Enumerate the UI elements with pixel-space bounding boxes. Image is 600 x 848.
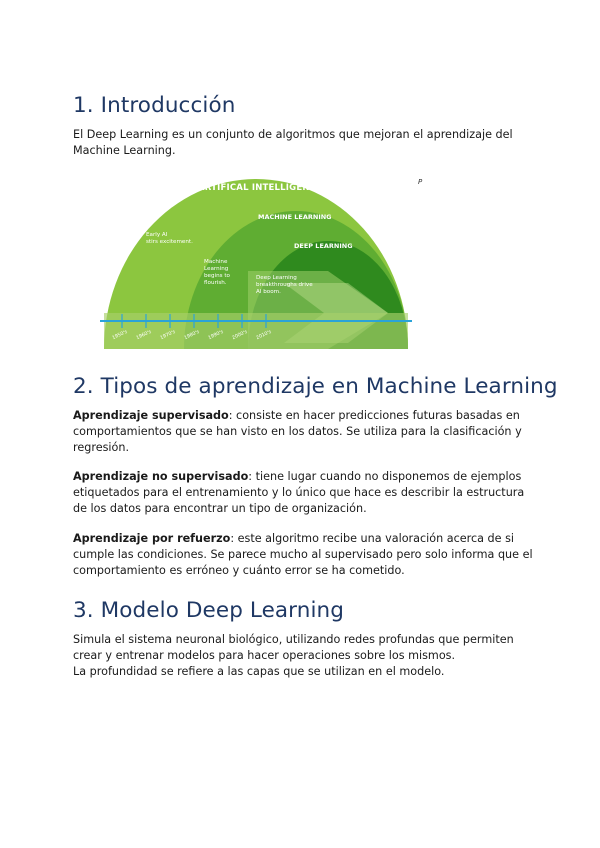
ai-ml-dl-diagram [98,163,412,349]
definition-refuerzo [73,531,533,579]
definition-term: Aprendizaje por refuerzo [73,532,231,545]
modelo-paragraph: Simula el sistema neuronal biológico, utilizando redes profundas que permiten crear y entrenar modelos para hacer operaciones sobre los mismos. [73,633,514,662]
section-heading-modelo: 3. Modelo Deep Learning [73,598,345,623]
ml-description-text: Machine Learning begins to flourish. [204,259,230,286]
decade-label: 1990's [207,329,225,342]
definition-term: Aprendizaje no supervisado [73,470,249,483]
section-heading-tipos: 2. Tipos de aprendizaje en Machine Learning [73,374,558,399]
profundidad-paragraph: La profundidad se refiere a las capas que se utilizan en el modelo. [73,665,445,678]
decade-label: 2010's [255,329,273,342]
definition-text: : consiste en hacer predicciones futuras basadas en comportamientos que se han visto en los datos. Se utiliza para la clasificación y regresión. [73,409,522,454]
definition-text: : este algoritmo recibe una valoración acerca de si cumple las condiciones. Se parece mucho al supervisado pero solo informa que el comportamiento es erróneo y cuánto error se ha cometido. [73,532,533,577]
decade-label: 2000's [231,329,249,342]
dl-label: DEEP LEARNING [294,242,353,250]
section-heading-introduccion: 1. Introducción [73,93,236,118]
intro-paragraph: El Deep Learning es un conjunto de algoritmos que mejoran el aprendizaje del Machine Learning. [73,128,513,157]
decade-label: 1980's [183,329,201,342]
stray-mark: P [418,178,423,186]
definition-no-supervisado [73,469,533,517]
early-ai-text: Early AI stirs excitement. [146,232,193,245]
ai-label: ARTIFICAL INTELLIGENCE [198,183,323,193]
dl-description-text: Deep Learning breakthroughs drive AI boom. [256,275,313,295]
decade-label: 1970's [159,329,177,342]
ml-label: MACHINE LEARNING [258,213,332,221]
decade-label: 1950's [111,329,129,342]
definition-text: : tiene lugar cuando no disponemos de ejemplos etiquetados para el entrenamiento y lo único que hace es describir la estructura de los datos para encontrar un tipo de organización. [73,470,525,515]
decade-label: 1960's [135,329,153,342]
definition-term: Aprendizaje supervisado [73,409,229,422]
definition-supervisado [73,408,533,456]
